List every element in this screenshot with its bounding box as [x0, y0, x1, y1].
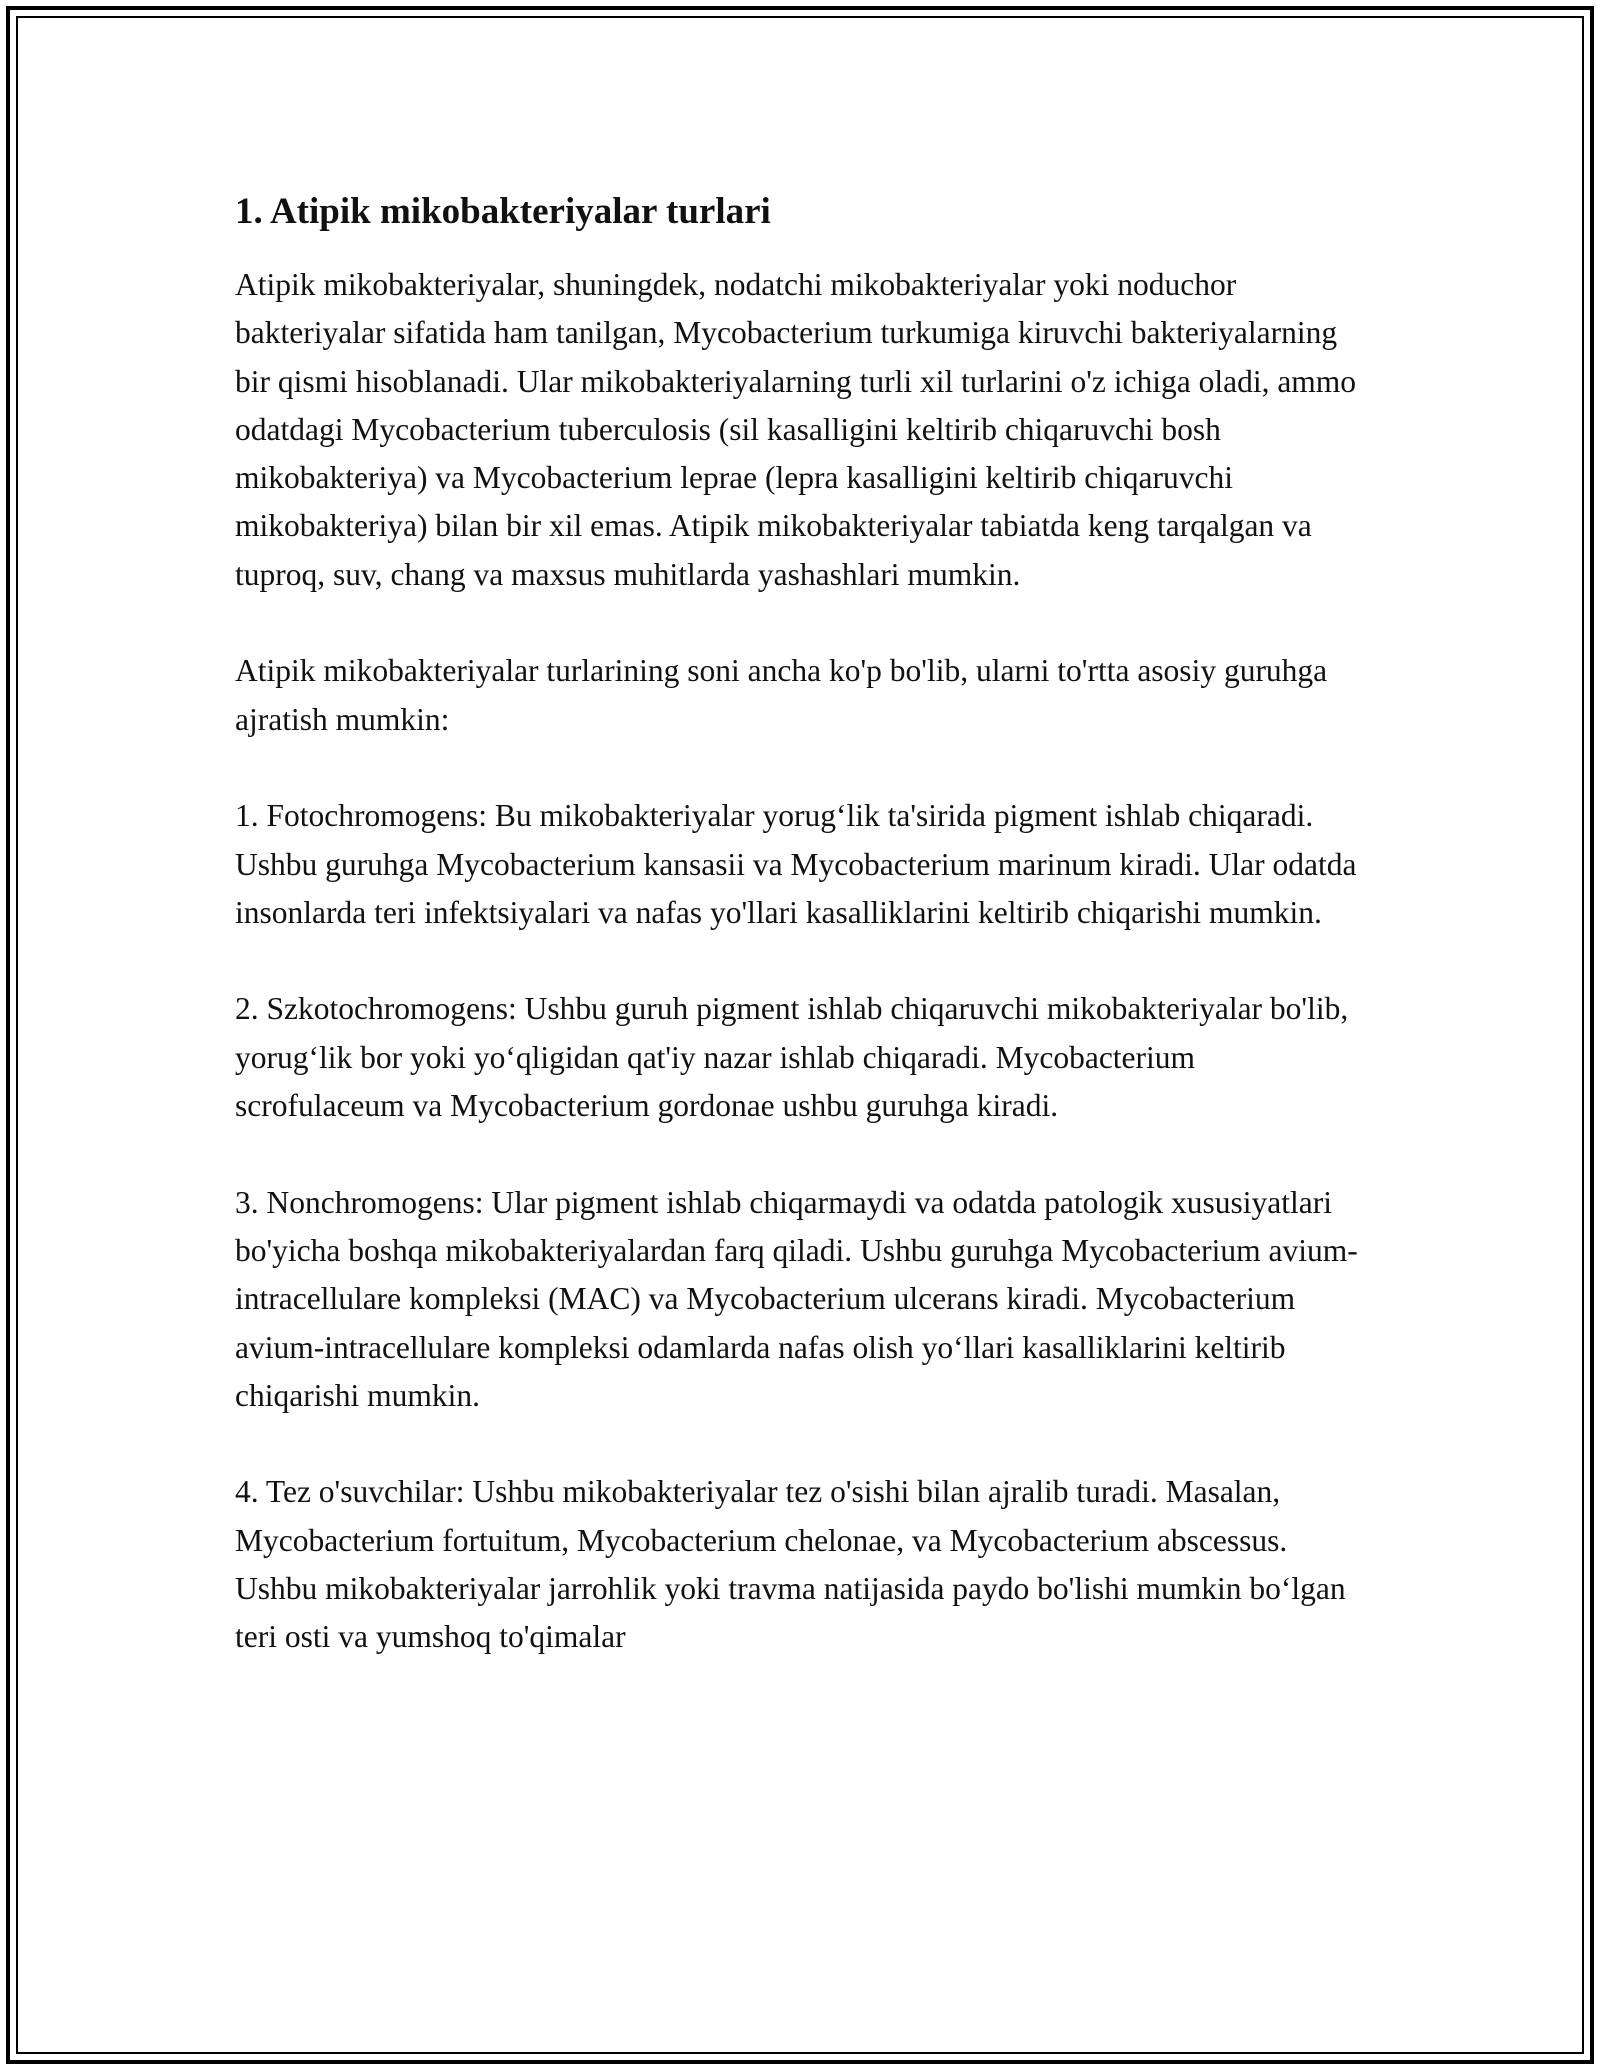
- paragraph-szkotochromogens: 2. Szkotochromogens: Ushbu guruh pigment ishlab chiqaruvchi mikobakteriyalar bo'lib, yorug‘lik bor yoki yo‘qligidan qat'iy nazar ishlab chiqaradi. Mycobacterium scrofulaceum va Mycobacterium gordonae ushbu guruhga kiradi.: [235, 991, 1349, 1124]
- paragraph-intro: Atipik mikobakteriyalar, shuningdek, nodatchi mikobakteriyalar yoki noduchor bakteriyalar sifatida ham tanilgan, Mycobacterium turkumiga kiruvchi bakteriyalarning bir qismi hisoblanadi. Ular mikobakteriyalarning turli xil turlarini o'z ichiga oladi, ammo odatdagi Mycobacterium tuberculosis (sil kasalligini keltirib chiqaruvchi bosh mikobakteriya) va Mycobacterium leprae (lepra kasalligini keltirib chiqaruvchi mikobakteriya) bilan bir xil emas. Atipik mikobakteriyalar tabiatda keng tarqalgan va tuproq, suv, chang va maxsus muhitlarda yashashlari mumkin.: [235, 267, 1357, 592]
- document-body: [235, 188, 1365, 1710]
- paragraph-groups-intro: Atipik mikobakteriyalar turlarining soni ancha ko'p bo'lib, ularni to'rtta asosiy guruhga ajratish mumkin:: [235, 653, 1328, 737]
- paragraph-fotochromogens: 1. Fotochromogens: Bu mikobakteriyalar yorug‘lik ta'sirida pigment ishlab chiqaradi. Ushbu guruhga Mycobacterium kansasii va Mycobacterium marinum kiradi. Ular odatda insonlarda teri infektsiyalari va nafas yo'llari kasalliklarini keltirib chiqarishi mumkin.: [235, 798, 1357, 930]
- document-title: 1. Atipik mikobakteriyalar turlari: [235, 191, 771, 232]
- paragraph-nonchromogens: 3. Nonchromogens: Ular pigment ishlab chiqarmaydi va odatda patologik xususiyatlari bo'yicha boshqa mikobakteriyalardan farq qiladi. Ushbu guruhga Mycobacterium avium-intracellulare kompleksi (MAC) va Mycobacterium ulcerans kiradi. Mycobacterium avium-intracellulare kompleksi odamlarda nafas olish yo‘llari kasalliklarini keltirib chiqarishi mumkin.: [235, 1184, 1358, 1413]
- paragraph-tez-osuvchilar: 4. Tez o'suvchilar: Ushbu mikobakteriyalar tez o'sishi bilan ajralib turadi. Masalan, Mycobacterium fortuitum, Mycobacterium chelonae, va Mycobacterium abscessus. Ushbu mikobakteriyalar jarrohlik yoki travma natijasida paydo bo'lishi mumkin bo‘lgan teri osti va yumshoq to'qimalar: [235, 1474, 1346, 1655]
